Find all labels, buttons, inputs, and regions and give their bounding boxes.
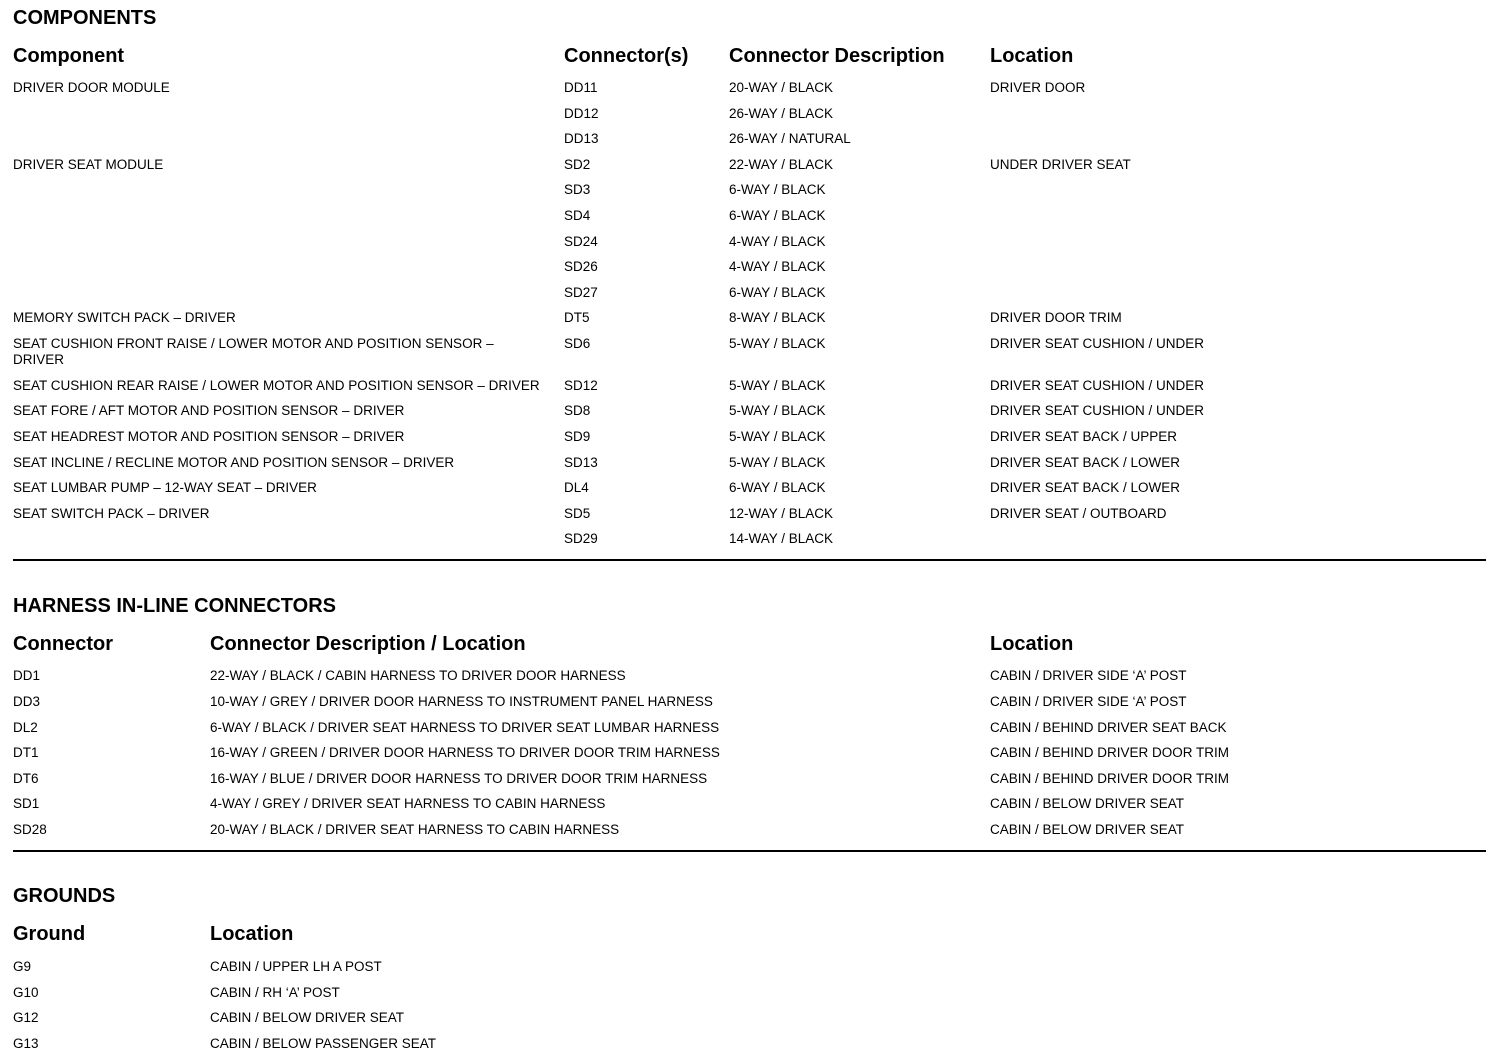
harness-header-connector: Connector xyxy=(13,633,113,655)
harness-header-description: Connector Description / Location xyxy=(210,633,526,655)
component-location: DRIVER SEAT CUSHION / UNDER xyxy=(990,336,1205,351)
component-connector: SD4 xyxy=(564,208,591,223)
component-connector: DL4 xyxy=(564,480,589,495)
harness-location: CABIN / BELOW DRIVER SEAT xyxy=(990,822,1185,837)
harness-connector: DT1 xyxy=(13,745,39,760)
grounds-header-ground: Ground xyxy=(13,923,86,945)
component-connector-description: 5-WAY / BLACK xyxy=(729,455,826,470)
component-connector: SD2 xyxy=(564,157,591,172)
component-connector-description: 5-WAY / BLACK xyxy=(729,378,826,393)
component-connector-description: 6-WAY / BLACK xyxy=(729,208,826,223)
components-header-connectors: Connector(s) xyxy=(564,45,689,67)
harness-title: HARNESS IN-LINE CONNECTORS xyxy=(13,595,336,617)
component-connector-description: 4-WAY / BLACK xyxy=(729,259,826,274)
component-connector: SD26 xyxy=(564,259,598,274)
harness-location: CABIN / DRIVER SIDE ‘A’ POST xyxy=(990,668,1187,683)
component-connector: DD13 xyxy=(564,131,599,146)
component-location: DRIVER SEAT BACK / LOWER xyxy=(990,455,1181,470)
harness-description: 20-WAY / BLACK / DRIVER SEAT HARNESS TO CABIN HARNESS xyxy=(210,822,620,837)
ground-id: G10 xyxy=(13,985,39,1000)
harness-header-location: Location xyxy=(990,633,1074,655)
component-location: DRIVER SEAT CUSHION / UNDER xyxy=(990,403,1205,418)
component-location: UNDER DRIVER SEAT xyxy=(990,157,1131,172)
component-connector-description: 26-WAY / BLACK xyxy=(729,106,834,121)
component-location: DRIVER SEAT CUSHION / UNDER xyxy=(990,378,1205,393)
harness-description: 16-WAY / GREEN / DRIVER DOOR HARNESS TO DRIVER DOOR TRIM HARNESS xyxy=(210,745,720,760)
component-connector-description: 6-WAY / BLACK xyxy=(729,285,826,300)
component-name: SEAT INCLINE / RECLINE MOTOR AND POSITION SENSOR – DRIVER xyxy=(13,455,455,470)
component-connector: SD24 xyxy=(564,234,598,249)
harness-connector: DL2 xyxy=(13,720,38,735)
component-name: DRIVER SEAT MODULE xyxy=(13,157,164,172)
ground-id: G9 xyxy=(13,959,32,974)
harness-description: 16-WAY / BLUE / DRIVER DOOR HARNESS TO DRIVER DOOR TRIM HARNESS xyxy=(210,771,708,786)
ground-location: CABIN / BELOW DRIVER SEAT xyxy=(210,1010,405,1025)
section-divider xyxy=(13,850,1486,852)
grounds-title: GROUNDS xyxy=(13,885,116,907)
harness-description: 10-WAY / GREY / DRIVER DOOR HARNESS TO INSTRUMENT PANEL HARNESS xyxy=(210,694,713,709)
component-location: DRIVER DOOR TRIM xyxy=(990,310,1122,325)
component-name: SEAT CUSHION FRONT RAISE / LOWER MOTOR AND POSITION SENSOR – DRIVER xyxy=(13,336,494,367)
component-connector-description: 26-WAY / NATURAL xyxy=(729,131,851,146)
grounds-header-location: Location xyxy=(210,923,294,945)
component-connector: SD13 xyxy=(564,455,598,470)
component-connector: SD12 xyxy=(564,378,598,393)
component-connector-description: 4-WAY / BLACK xyxy=(729,234,826,249)
component-name: DRIVER DOOR MODULE xyxy=(13,80,170,95)
component-connector-description: 22-WAY / BLACK xyxy=(729,157,834,172)
component-name: SEAT CUSHION REAR RAISE / LOWER MOTOR AND POSITION SENSOR – DRIVER xyxy=(13,378,540,393)
component-connector: SD29 xyxy=(564,531,598,546)
component-connector-description: 5-WAY / BLACK xyxy=(729,429,826,444)
component-connector: SD6 xyxy=(564,336,591,351)
components-header-component: Component xyxy=(13,45,125,67)
component-connector-description: 12-WAY / BLACK xyxy=(729,506,834,521)
component-connector: SD3 xyxy=(564,182,591,197)
component-connector-description: 8-WAY / BLACK xyxy=(729,310,826,325)
harness-connector: SD1 xyxy=(13,796,40,811)
ground-location: CABIN / BELOW PASSENGER SEAT xyxy=(210,1036,437,1051)
ground-id: G13 xyxy=(13,1036,39,1051)
component-connector: SD9 xyxy=(564,429,591,444)
harness-connector: DD3 xyxy=(13,694,41,709)
harness-connector: SD28 xyxy=(13,822,47,837)
ground-id: G12 xyxy=(13,1010,39,1025)
component-name: MEMORY SWITCH PACK – DRIVER xyxy=(13,310,236,325)
component-connector-description: 5-WAY / BLACK xyxy=(729,403,826,418)
component-name: SEAT LUMBAR PUMP – 12-WAY SEAT – DRIVER xyxy=(13,480,317,495)
ground-location: CABIN / UPPER LH A POST xyxy=(210,959,382,974)
component-connector: DT5 xyxy=(564,310,590,325)
component-connector-description: 5-WAY / BLACK xyxy=(729,336,826,351)
component-connector-description: 20-WAY / BLACK xyxy=(729,80,834,95)
harness-location: CABIN / DRIVER SIDE ‘A’ POST xyxy=(990,694,1187,709)
component-location: DRIVER DOOR xyxy=(990,80,1086,95)
harness-connector: DD1 xyxy=(13,668,41,683)
component-connector: DD11 xyxy=(564,80,598,95)
harness-connector: DT6 xyxy=(13,771,39,786)
component-name: SEAT FORE / AFT MOTOR AND POSITION SENSOR – DRIVER xyxy=(13,403,405,418)
component-connector: SD27 xyxy=(564,285,598,300)
component-connector-description: 6-WAY / BLACK xyxy=(729,182,826,197)
harness-description: 6-WAY / BLACK / DRIVER SEAT HARNESS TO DRIVER SEAT LUMBAR HARNESS xyxy=(210,720,720,735)
component-connector: SD5 xyxy=(564,506,591,521)
harness-location: CABIN / BEHIND DRIVER SEAT BACK xyxy=(990,720,1227,735)
harness-description: 4-WAY / GREY / DRIVER SEAT HARNESS TO CABIN HARNESS xyxy=(210,796,606,811)
components-title: COMPONENTS xyxy=(13,7,157,29)
component-connector: SD8 xyxy=(564,403,591,418)
component-connector: DD12 xyxy=(564,106,599,121)
component-name: SEAT SWITCH PACK – DRIVER xyxy=(13,506,210,521)
harness-location: CABIN / BEHIND DRIVER DOOR TRIM xyxy=(990,771,1230,786)
component-location: DRIVER SEAT BACK / UPPER xyxy=(990,429,1178,444)
components-header-location: Location xyxy=(990,45,1074,67)
component-name: SEAT HEADREST MOTOR AND POSITION SENSOR – DRIVER xyxy=(13,429,405,444)
component-connector-description: 14-WAY / BLACK xyxy=(729,531,834,546)
ground-location: CABIN / RH ‘A’ POST xyxy=(210,985,340,1000)
components-header-description: Connector Description xyxy=(729,45,945,67)
harness-location: CABIN / BEHIND DRIVER DOOR TRIM xyxy=(990,745,1230,760)
harness-description: 22-WAY / BLACK / CABIN HARNESS TO DRIVER DOOR HARNESS xyxy=(210,668,626,683)
section-divider xyxy=(13,559,1486,561)
component-connector-description: 6-WAY / BLACK xyxy=(729,480,826,495)
harness-location: CABIN / BELOW DRIVER SEAT xyxy=(990,796,1185,811)
component-location: DRIVER SEAT / OUTBOARD xyxy=(990,506,1167,521)
component-location: DRIVER SEAT BACK / LOWER xyxy=(990,480,1181,495)
